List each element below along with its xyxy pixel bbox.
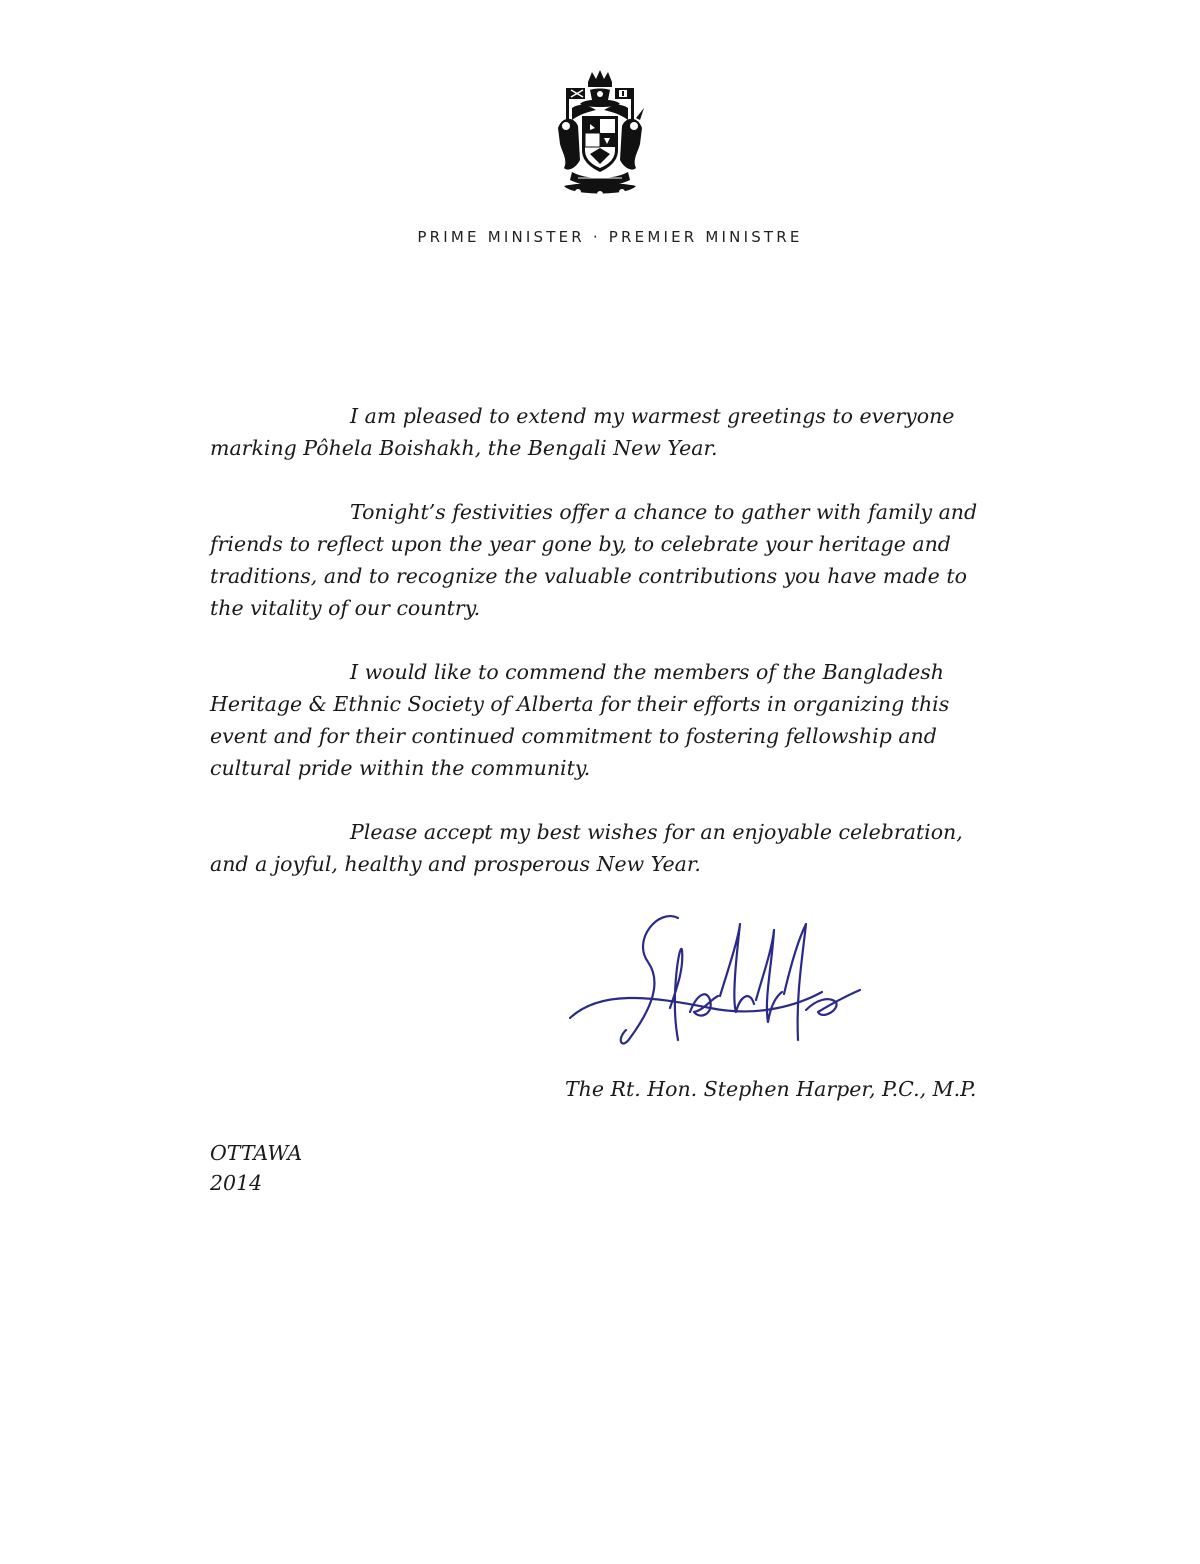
letter-year: 2014	[210, 1171, 263, 1195]
letter-paragraph: Tonight’s festivities offer a chance to gather with family and friends to reflect upon the year gone by, to celebrate your heritage and traditions, and to recognize the valuable contributions you have made to the vitality of our country.	[210, 500, 978, 620]
signatory-name: The Rt. Hon. Stephen Harper, P.C., M.P.	[565, 1077, 977, 1101]
letter-paragraph: Please accept my best wishes for an enjoyable celebration, and a joyful, healthy and prosperous New Year.	[210, 820, 963, 876]
coat-of-arms-icon	[550, 68, 650, 203]
letterhead-title: PRIME MINISTER · PREMIER MINISTRE	[417, 228, 803, 246]
letter-paragraph: I am pleased to extend my warmest greetings to everyone marking Pôhela Boishakh, the Bengali New Year.	[210, 404, 955, 460]
place-and-date	[210, 1138, 302, 1198]
letter-body	[210, 400, 1000, 912]
letter-paragraph: I would like to commend the members of the Bangladesh Heritage & Ethnic Society of Alberta for their efforts in organizing this event and for their continued commitment to fostering fellowship and cultural pride within the community.	[210, 660, 950, 780]
handwritten-signature	[560, 900, 870, 1070]
letter-place: OTTAWA	[210, 1141, 303, 1165]
